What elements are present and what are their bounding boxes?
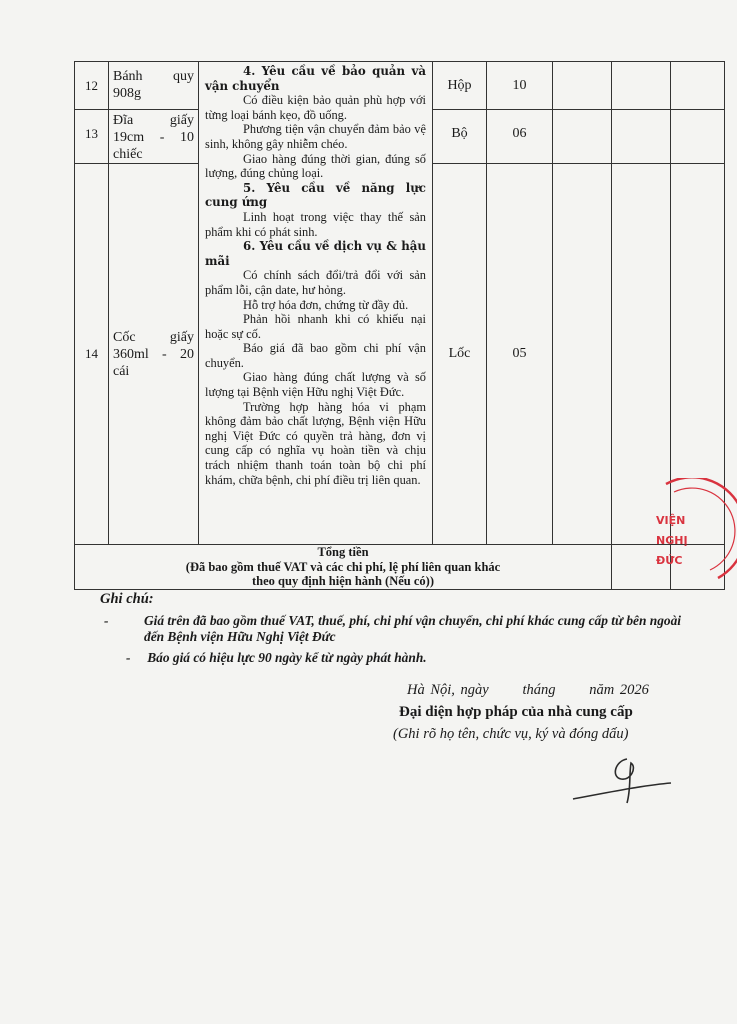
empty-cell — [553, 110, 612, 164]
row-number: 12 — [75, 62, 109, 110]
total-title: Tổng tiền — [317, 545, 369, 559]
item-name: Bánh quy 908g — [109, 62, 199, 110]
table-row — [75, 62, 725, 110]
notes-title: Ghi chú: — [100, 591, 154, 607]
item-quantity: 05 — [487, 164, 553, 545]
notes-section — [100, 591, 700, 608]
item-name: Cốc giấy 360ml - 20 cái — [109, 164, 199, 545]
requirement-heading: 5. Yêu cầu về năng lực cung ứng — [205, 180, 426, 210]
empty-cell — [671, 110, 725, 164]
empty-cell — [553, 164, 612, 545]
signature-role: Đại diện hợp pháp của nhà cung cấp — [399, 704, 633, 720]
requirement-paragraph: Báo giá đã bao gồm chi phí vận chuyển. — [205, 341, 426, 370]
item-unit: Hộp — [433, 62, 487, 110]
item-unit: Lốc — [433, 164, 487, 545]
stamp-seal — [652, 478, 737, 588]
note-text: Giá trên đã bao gồm thuế VAT, thuế, phí, chi phí vận chuyển, chi phí khác cung cấp từ bên ngoài đến Bệnh viện Hữu Nghị Việt Đức — [144, 613, 682, 644]
requirement-paragraph: Có chính sách đổi/trả đổi với sản phẩm lỗi, cận date, hư hỏng. — [205, 268, 426, 297]
item-unit: Bộ — [433, 110, 487, 164]
signature-icon — [565, 755, 675, 815]
stamp-text: ĐỨC — [656, 554, 683, 567]
row-number: 14 — [75, 164, 109, 545]
note-item — [104, 613, 694, 645]
requirements-cell — [199, 62, 433, 545]
requirement-heading: 6. Yêu cầu về dịch vụ & hậu mãi — [205, 239, 426, 268]
requirement-paragraph: Phản hồi nhanh khi có khiếu nại hoặc sự cố. — [205, 312, 426, 341]
empty-cell — [553, 62, 612, 110]
requirement-paragraph: Giao hàng đúng chất lượng và số lượng tại Bệnh viện Hữu nghị Việt Đức. — [205, 370, 426, 400]
empty-cell — [671, 62, 725, 110]
item-quantity: 10 — [487, 62, 553, 110]
requirement-paragraph: Trường hợp hàng hóa vi phạm không đảm bảo chất lượng, Bệnh viện Hữu nghị Việt Đức có quyền trả hàng, đơn vị cung cấp có nghĩa vụ hoàn tiền và chịu trách nhiệm thanh toán toàn bộ chi phí khám, chữa bệnh, chi phí điều trị liên quan. — [205, 399, 426, 487]
requirement-paragraph: Hỗ trợ hóa đơn, chứng từ đầy đủ. — [243, 297, 409, 312]
requirement-heading: 4. Yêu cầu về bảo quản và vận chuyển — [205, 64, 426, 93]
total-note-line1: (Đã bao gồm thuế VAT và các chi phí, lệ phí liên quan khác — [185, 559, 501, 574]
requirements-list — [205, 64, 426, 487]
quotation-table — [74, 61, 725, 590]
empty-cell — [612, 110, 671, 164]
note-item: - Báo giá có hiệu lực 90 ngày kể từ ngày phát hành. — [126, 650, 427, 665]
empty-cell — [612, 62, 671, 110]
total-note-line2: theo quy định hiện hành (Nếu có)) — [252, 574, 434, 588]
requirement-paragraph: Giao hàng đúng thời gian, đúng số lượng, đúng chủng loại. — [205, 151, 426, 181]
requirement-paragraph: Linh hoạt trong việc thay thế sản phẩm khi có phát sinh. — [205, 209, 426, 239]
item-name: Đĩa giấy 19cm - 10 chiếc — [109, 110, 199, 164]
stamp-text: VIỆN — [656, 514, 686, 527]
signature-hint: (Ghi rõ họ tên, chức vụ, ký và đóng dấu) — [393, 726, 629, 742]
total-row — [75, 545, 725, 590]
requirement-paragraph: Phương tiện vận chuyển đảm bảo vệ sinh, không gây nhiễm chéo. — [205, 122, 426, 151]
total-label — [75, 545, 612, 590]
requirement-paragraph: Có điều kiện bảo quản phù hợp với từng loại bánh kẹo, đồ uống. — [205, 93, 426, 122]
row-number: 13 — [75, 110, 109, 164]
signature-date: Hà Nội, ngày tháng năm 2026 — [407, 682, 649, 698]
item-quantity: 06 — [487, 110, 553, 164]
stamp-text: NGHỊ — [656, 534, 688, 547]
note-dash: - — [104, 613, 109, 628]
